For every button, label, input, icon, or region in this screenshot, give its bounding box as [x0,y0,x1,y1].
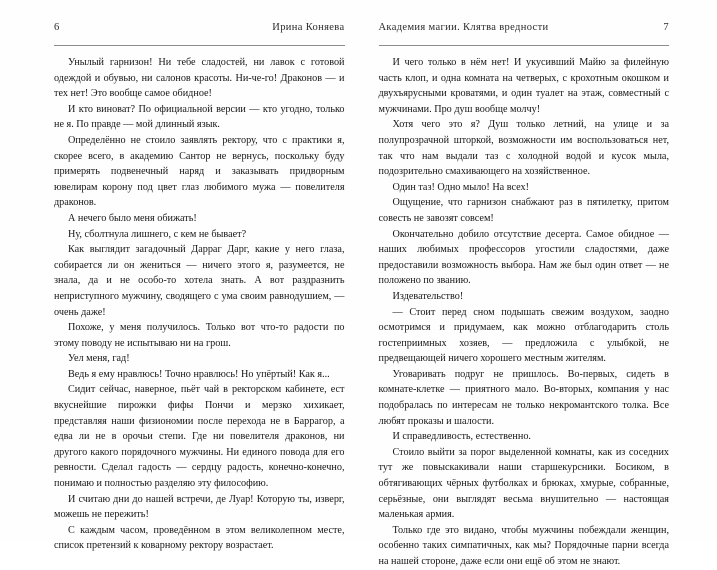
paragraph: Только где это видано, чтобы мужчины побеждали женщин, особенно таких симпатичных, как мы? Порядочные парни всегда на нашей стороне, даже если они ещё об этом не знают. [379,523,670,570]
right-page [359,0,717,540]
paragraph: Хотя чего это я? Душ только летний, на улице и за полупрозрачной шторкой, возможности им воспользоваться нет, так что нам выдали таз с холодной водой и кусок мыла, подозрительно смахивающего на хозяйственное. [379,117,670,179]
paragraph: С каждым часом, проведённом в этом великолепном месте, список претензий к коварному ректору возрастает. [54,523,345,554]
paragraph: Ну, сболтнула лишнего, с кем не бывает? [54,227,345,243]
paragraph: Окончательно добило отсутствие десерта. Самое обидное — наших любимых профессоров угостили сладостями, даже предоставили возможность выбора. Нам же был один ответ — не положено по званию. [379,227,670,289]
paragraph: И чего только в нём нет! И укусивший Майю за филейную часть клоп, и одна комната на четверых, с крохотным окошком и двухъярусными кроватями, и один туалет на этаж, совместный с мужчинами. Про душ вообще молчу! [379,55,670,117]
paragraph: И справедливость, естественно. [379,429,670,445]
paragraph: Ощущение, что гарнизон снабжают раз в пятилетку, притом совесть не завозят совсем! [379,195,670,226]
left-page [0,0,359,540]
paragraph: Уел меня, гад! [54,351,345,367]
left-page-number: 6 [54,22,60,33]
right-running-head [379,22,670,44]
right-page-number: 7 [663,22,669,33]
right-head-rule [379,45,670,46]
left-body-text [54,55,345,554]
paragraph: Сидит сейчас, наверное, пьёт чай в ректорском кабинете, ест вкуснейшие пирожки фифы Пончи и мерзко хихикает, представляя наши физиономии после перехода не в Баррагор, а едва ли не в орочьи степи. Где ни повелителя драконов, ни другого какого порядочного мужчины. Ни единого повода для его ревности. Сделал гадость — сердцу радость, конечно-конечно, понимаю и полностью разделяю эту философию. [54,382,345,491]
paragraph: Как выглядит загадочный Дарраг Дарг, какие у него глаза, собирается ли он жениться — ничего этого я, разумеется, не знала, да и не особо-то хотела знать. А вот раздразнить неприступного мужчину, сводящего с ума своим равнодушием, — очень даже! [54,242,345,320]
paragraph: Один таз! Одно мыло! На всех! [379,180,670,196]
paragraph: Стоило выйти за порог выделенной комнаты, как из соседних тут же повыскакивали наши старшекурсники. Босиком, в обтягивающих чёрных футболках и брюках, хмурые, собранные, серьёзные, они выглядят весьма внушительно — настоящая маленькая армия. [379,445,670,523]
paragraph: Ведь я ему нравлюсь! Точно нравлюсь! Но упёртый! Как я... [54,367,345,383]
paragraph: — Стоит перед сном подышать свежим воздухом, заодно осмотримся и придумаем, как можно отблагодарить столь гостеприимных хозяев, — предложила с улыбкой, не предвещающей ничего хорошего местным жителям. [379,305,670,367]
right-body-text [379,55,670,570]
paragraph: Уговаривать подруг не пришлось. Во-первых, сидеть в комнате-клетке — приятного мало. Во-вторых, компания у нас подобралась по интересам не только некромантского толка. Все любят проказы и шалости. [379,367,670,429]
left-running-head [54,22,345,44]
right-running-title: Академия магии. Клятва вредности [379,22,549,33]
paragraph: Издевательство! [379,289,670,305]
paragraph: Унылый гарнизон! Ни тебе сладостей, ни лавок с готовой одеждой и обувью, ни салонов красоты. Ни-че-го! Драконов — и тех нет! Это вообще самое обидное! [54,55,345,102]
left-running-title: Ирина Коняева [272,22,344,33]
paragraph: Похоже, у меня получилось. Только вот что-то радости по этому поводу не испытываю ни на грош. [54,320,345,351]
paragraph: И считаю дни до нашей встречи, де Луар! Которую ты, изверг, можешь не пережить! [54,492,345,523]
paragraph: А нечего было меня обижать! [54,211,345,227]
left-head-rule [54,45,345,46]
paragraph: И кто виноват? По официальной версии — кто угодно, только не я. По правде — мой длинный язык. [54,102,345,133]
paragraph: Определённо не стоило заявлять ректору, что с практики я, скорее всего, в академию Сантор не вернусь, поскольку буду примерять подвенечный наряд и заказывать придворным ювелирам корону под цвет глаз любимого мужа — повелителя драконов. [54,133,345,211]
